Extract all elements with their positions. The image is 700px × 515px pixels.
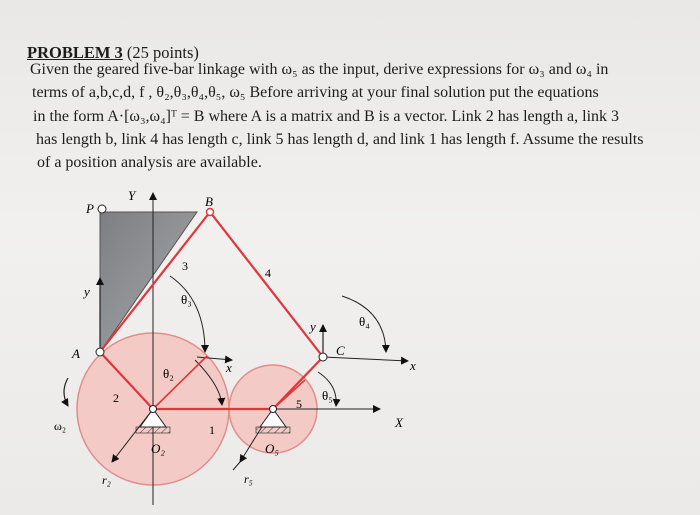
label-theta2: θ₂ (163, 366, 174, 381)
joint-P (98, 205, 106, 213)
label-omega2: ω₂ (54, 419, 67, 433)
problem-text-line: in the form A·[ω₃,ω₄]ᵀ = B where A is a matrix and B is a vector. Link 2 has length a, link 3 (33, 108, 620, 125)
joint-O5 (270, 406, 277, 413)
joint-A (96, 348, 104, 356)
link-4 (210, 212, 323, 357)
label-x-right: x (410, 358, 416, 373)
joint-C (319, 353, 327, 361)
problem-heading: PROBLEM 3 (27, 43, 123, 62)
problem-text-line: of a position analysis are available. (37, 154, 262, 171)
r5-tick (233, 462, 240, 470)
problem-text-line: Given the geared five-bar linkage with ω₅ as the input, derive expressions for ω₃ and ω₄ in (30, 61, 609, 78)
label-theta5: θ₅ (322, 388, 333, 403)
label-C: C (336, 343, 345, 358)
problem-points: (25 points) (126, 43, 199, 62)
label-O5: O₅ (265, 441, 279, 456)
joint-B (207, 209, 214, 216)
label-P: P (86, 201, 94, 216)
label-A: A (72, 346, 80, 361)
label-link1: 1 (209, 423, 215, 437)
omega2-arc (64, 378, 68, 406)
label-x-left: x (226, 360, 232, 375)
label-r2: r₂ (102, 473, 111, 487)
problem-text-line: has length b, link 4 has length c, link 5 has length d, and link 1 has length f. Assume the results (36, 131, 644, 148)
label-X: X (395, 415, 403, 430)
label-y-left: y (84, 284, 90, 299)
joint-O2 (150, 406, 157, 413)
label-O2: O₂ (151, 441, 165, 456)
label-B: B (205, 194, 213, 209)
label-link2: 2 (113, 391, 119, 405)
label-Y: Y (128, 188, 136, 203)
label-link5: 5 (296, 397, 302, 411)
label-link3: 3 (182, 259, 188, 273)
label-y-right: y (310, 319, 316, 334)
label-link4: 4 (265, 266, 271, 280)
problem-text-line: terms of a,b,c,d, f , θ₂,θ₃,θ₄,θ₅, ω₅ Before arriving at your final solution put the equations (32, 84, 599, 101)
ground-panel (100, 212, 197, 352)
label-r5: r₅ (244, 472, 253, 486)
label-theta4: θ₄ (359, 314, 370, 329)
label-theta3: θ₃ (181, 292, 192, 307)
